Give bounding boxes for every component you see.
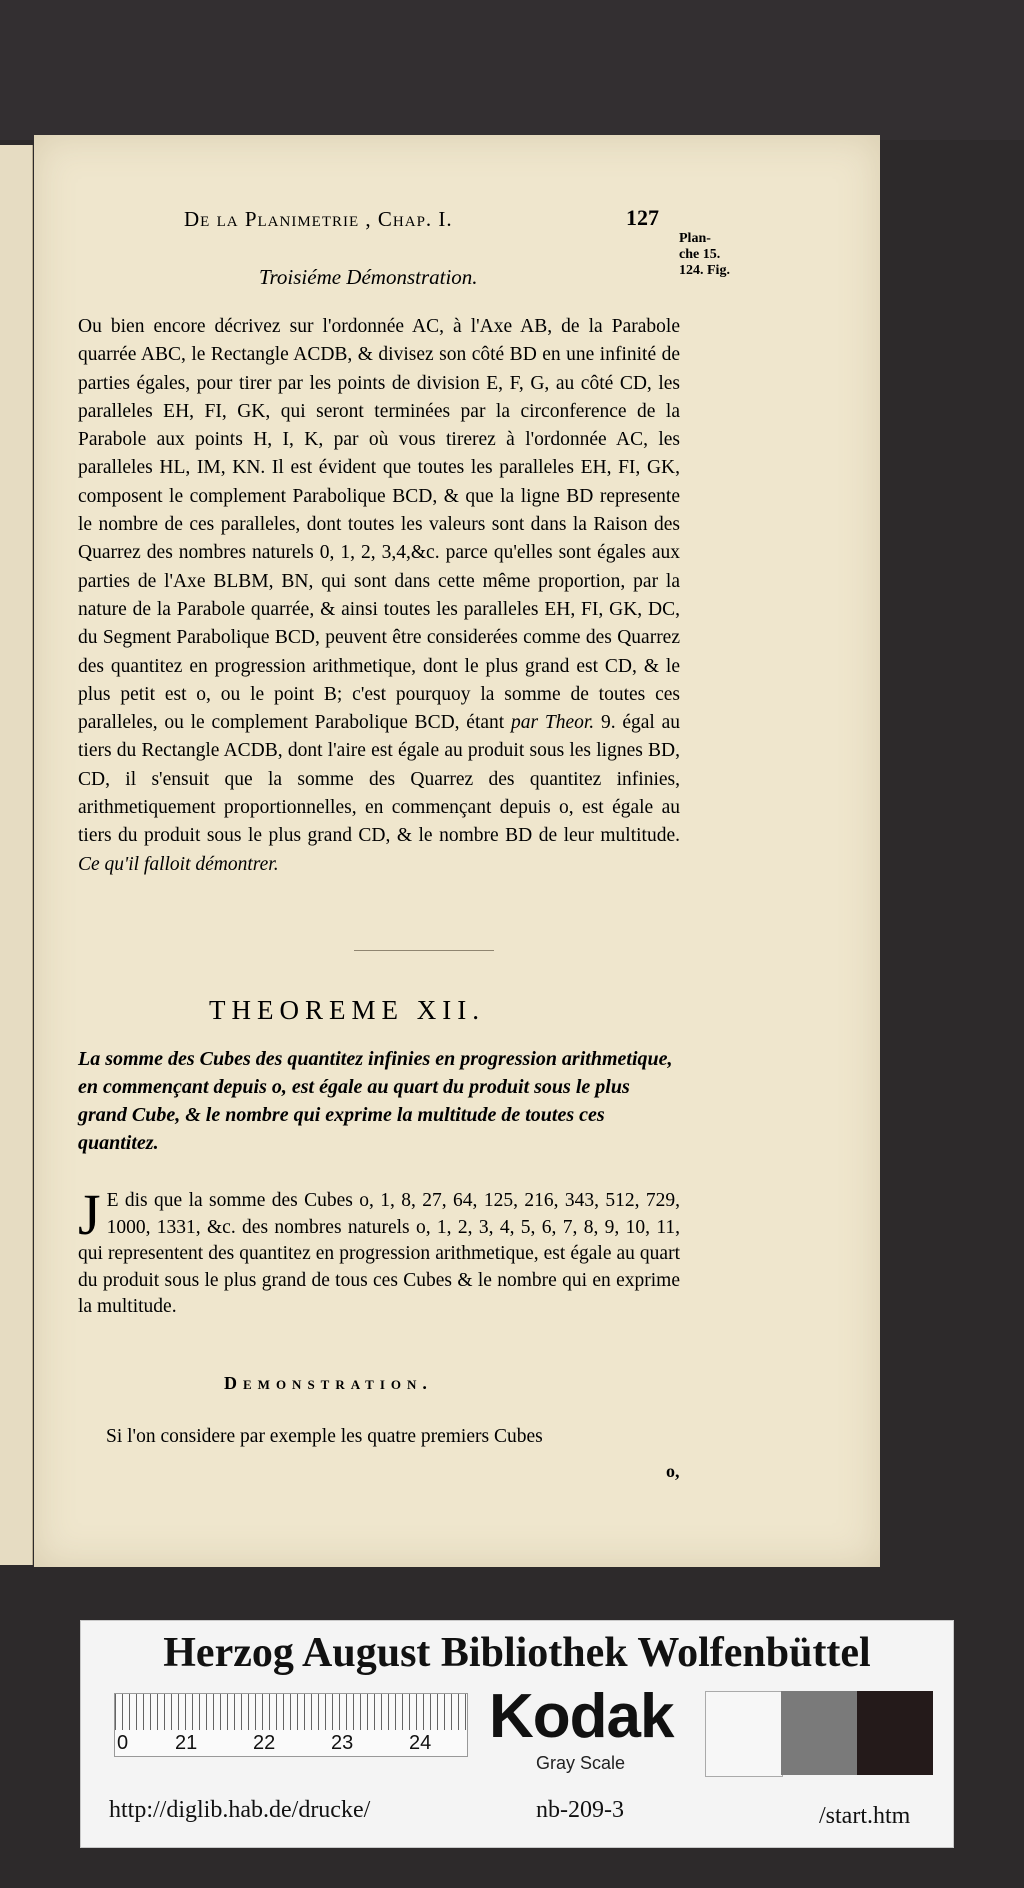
demonstration-heading: Demonstration.	[224, 1373, 433, 1393]
library-url: http://diglib.hab.de/drucke/	[109, 1797, 371, 1823]
theorem-reference: par Theor.	[510, 712, 595, 734]
catchword: o,	[666, 1461, 680, 1481]
paragraph-demonstration-start: Si l'on considere par exemple les quatre premiers Cubes	[106, 1426, 543, 1447]
ruler-label: 0	[117, 1732, 129, 1754]
paragraph-theorem-explanation	[78, 1182, 680, 1321]
theorem-title: THEOREME XII.	[209, 995, 485, 1025]
ruler-ticks	[115, 1694, 467, 1730]
scanner-background	[0, 0, 1024, 140]
book-page	[34, 135, 880, 1567]
library-name: Herzog August Bibliothek Wolfenbüttel	[163, 1630, 871, 1676]
section-divider	[354, 950, 494, 951]
page-number: 127	[626, 205, 659, 230]
gray-swatch-black	[857, 1691, 933, 1775]
theorem-statement: La somme des Cubes des quantitez infinies en progression arithmetique, en commençant depuis o, est égale au quart du produit sous le plus grand Cube, & le nombre qui exprime la multitude de toutes ces quantitez.	[78, 1048, 673, 1154]
facing-page-edge	[0, 145, 33, 1565]
ruler-label: 22	[253, 1732, 276, 1754]
section-title: Troisiéme Démonstration.	[259, 265, 478, 289]
kodak-logo: Kodak	[489, 1682, 674, 1751]
paragraph-text: 9. égal au tiers du Rectangle ACDB, dont l'aire est égale au produit sous les lignes BD, CD, il s'ensuit que la somme des Quarrez des quantitez infinies, arithmetiquement proportionnelles, en commençant depuis o, est égale au tiers du produit sous le plus grand CD, & le nombre BD de leur multitude.	[78, 712, 680, 847]
ruler-numbers	[115, 1732, 467, 1754]
shelfmark: nb-209-3	[536, 1797, 624, 1823]
gray-swatch-mid	[781, 1691, 857, 1775]
qed-phrase: Ce qu'il falloit démontrer.	[78, 853, 279, 875]
paragraph-text: E dis que la somme des Cubes o, 1, 8, 27, 64, 125, 216, 343, 512, 729, 1000, 1331, &c. des nombres naturels o, 1, 2, 3, 4, 5, 6, 7, 8, 9, 10, 11, qui representent des quantitez en progression arithmetique, est égale au quart du produit sous le plus grand de tous ces Cubes & le nombre qui en exprime la multitude.	[78, 1190, 680, 1317]
gray-swatch-white	[705, 1691, 783, 1777]
margin-note-line: 124. Fig.	[679, 263, 730, 278]
running-head: De la Planimetrie , Chap. I.	[184, 207, 453, 231]
margin-note-line: che 15.	[679, 247, 721, 262]
paragraph-demonstration	[78, 313, 680, 879]
start-path: /start.htm	[819, 1803, 911, 1829]
drop-cap: J	[78, 1182, 101, 1247]
ruler-label: 23	[331, 1732, 354, 1754]
margin-note	[679, 231, 769, 279]
measurement-ruler	[114, 1693, 468, 1757]
archive-label-card	[80, 1620, 954, 1848]
gray-scale-label: Gray Scale	[536, 1753, 626, 1773]
paragraph-text: Ou bien encore décrivez sur l'ordonnée AC, à l'Axe AB, de la Parabole quarrée ABC, le Rectangle ACDB, & divisez son côté BD en une infinité de parties égales, pour tirer par les points de division E, F, G, au côté CD, les paralleles EH, FI, GK, qui seront terminées par la circonference de la Parabole aux points H, I, K, par où vous tirerez à l'ordonnée AC, les paralleles HL, IM, KN. Il est évident que toutes les paralleles EH, FI, GK, composent le complement Parabolique BCD, & que la ligne BD represente le nombre de ces paralleles, dont toutes les valeurs sont dans la Raison des Quarrez des nombres naturels 0, 1, 2, 3,4,&c. parce qu'elles sont égales aux parties de l'Axe BLBM, BN, qui sont dans cette même proportion, par la nature de la Parabole quarrée, & ainsi toutes les paralleles EH, FI, GK, DC, du Segment Parabolique BCD, peuvent être considerées comme des Quarrez des quantitez en progression arithmetique, dont le plus grand est CD, & le plus petit est o, ou le point B; c'est pourquoy la somme de toutes ces paralleles, ou le complement Parabolique BCD, étant	[78, 316, 680, 734]
ruler-label: 21	[175, 1732, 198, 1754]
ruler-label: 24	[409, 1732, 432, 1754]
margin-note-line: Plan-	[679, 231, 711, 246]
